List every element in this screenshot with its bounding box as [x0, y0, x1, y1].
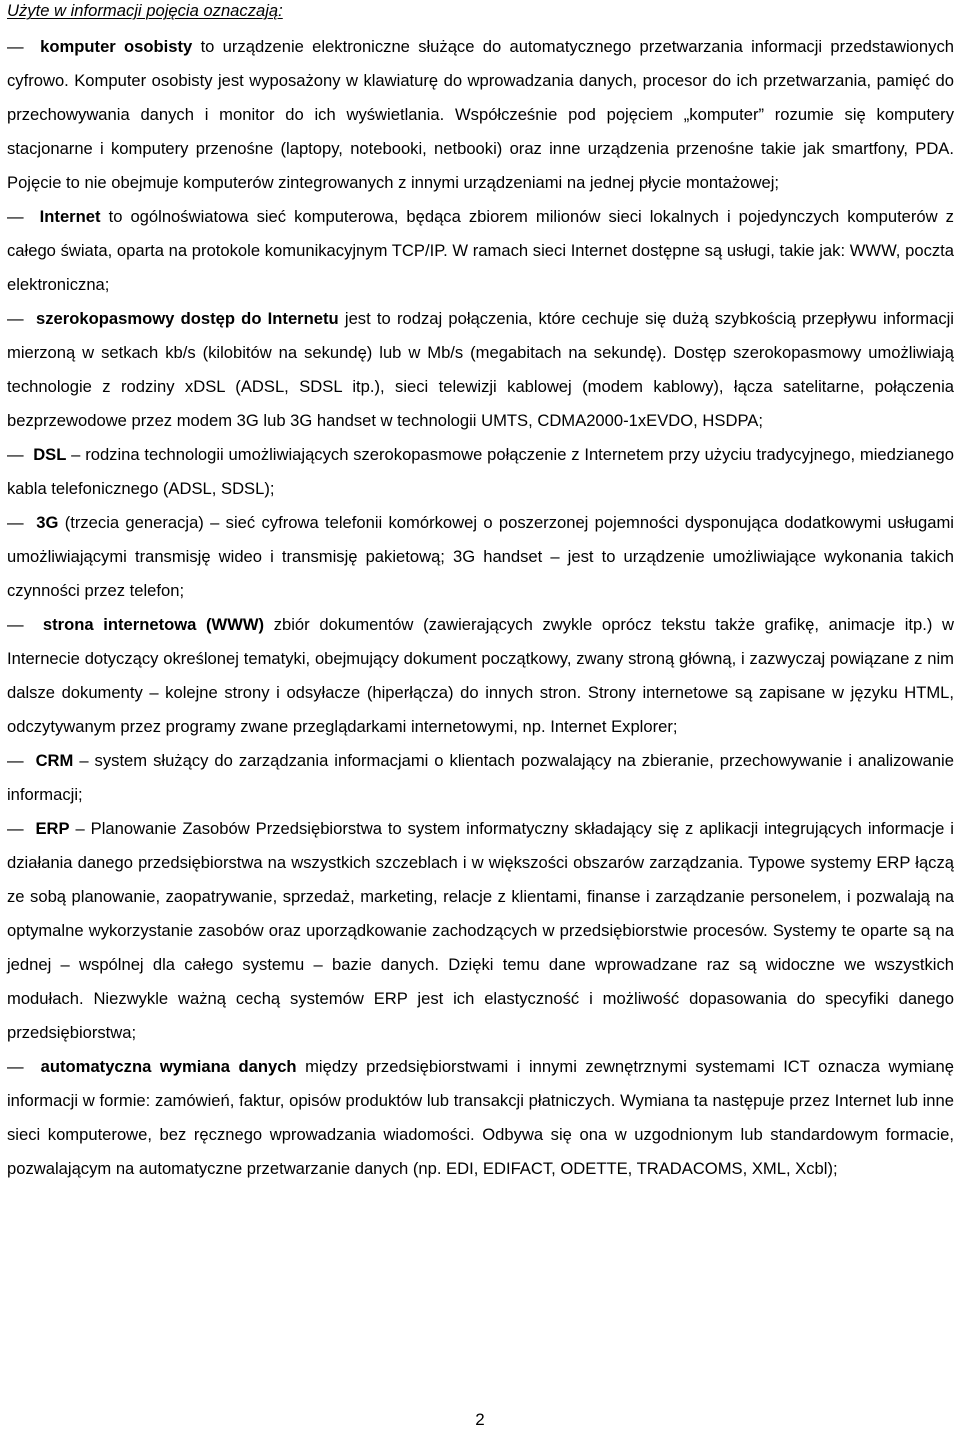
entry-text: między przedsiębiorstwami i innymi zewnętrznymi systemami ICT oznacza wymianę informacji w formie: zamówień, faktur, opisów produktów lub transakcji płatniczych. Wymiana ta następuje przez Internet lub inne sieci komputerowe, bez ręcznego wprowadzania wiadomości. Odbywa się ona w uzgodnionym lub standardowym formacie, pozwalającym na automatyczne przetwarzanie danych (np. EDI, EDIFACT, ODETTE, TRADACOMS, XML, Xcbl);: [7, 1057, 954, 1178]
entry-text: – Planowanie Zasobów Przedsiębiorstwa to system informatyczny składający się z aplikacji integrujących informacje i działania danego przedsiębiorstwa na wszystkich szczeblach i w większości obszarów zarządzania. Typowe systemy ERP łączą ze sobą planowanie, zaopatrywanie, sprzedaż, marketing, relacje z klientami, finanse i zarządzanie personelem, i pozwalają na optymalne wykorzystanie zasobów oraz uporządkowanie zachodzących w przedsiębiorstwie procesów. Systemy te oparte są na jednej – wspólnej dla całego systemu – bazie danych. Dzięki temu dane wprowadzane raz są widoczne we wszystkich modułach. Niezwykle ważną cechą systemów ERP jest ich elastyczność i możliwość dopasowania do specyfiki danego przedsiębiorstwa;: [7, 819, 954, 1042]
definition-automatyczna-wymiana-danych: [7, 1050, 954, 1186]
entry-term: 3G: [36, 513, 59, 532]
entry-text: – rodzina technologii umożliwiających szerokopasmowe połączenie z Internetem przy użyciu tradycyjnego, miedzianego kabla telefonicznego (ADSL, SDSL);: [7, 445, 954, 498]
entry-term: automatyczna wymiana danych: [40, 1057, 297, 1076]
page-number: 2: [475, 1410, 485, 1429]
entry-term: DSL: [33, 445, 67, 464]
definition-internet: [7, 200, 954, 302]
entry-dash: —: [7, 207, 24, 226]
document-page: [7, 0, 954, 1186]
entry-text: zbiór dokumentów (zawierających zwykle oprócz tekstu także grafikę, animacje itp.) w Internecie dotyczący określonej tematyki, obejmujący dokument początkowy, zwany stroną główną, i zazwyczaj powiązane z nim dalsze dokumenty – kolejne strony i odsyłacze (hiperłącza) do innych stron. Strony internetowe są zapisane w języku HTML, odczytywanym przez programy zwane przeglądarkami internetowymi, np. Internet Explorer;: [7, 615, 954, 736]
entry-term: Internet: [39, 207, 101, 226]
definition-erp: [7, 812, 954, 1050]
entry-text: – system służący do zarządzania informacjami o klientach pozwalający na zbieranie, przechowywanie i analizowanie informacji;: [7, 751, 954, 804]
definition-crm: [7, 744, 954, 812]
definition-dsl: [7, 438, 954, 506]
entry-dash: —: [7, 513, 24, 532]
entry-text: jest to rodzaj połączenia, które cechuje się dużą szybkością przepływu informacji mierzoną w setkach kb/s (kilobitów na sekundę) lub w Mb/s (megabitach na sekundę). Dostęp szerokopasmowy umożliwiają technologie z rodziny xDSL (ADSL, SDSL itp.), sieci telewizji kablowej (modem kablowy), łącza satelitarne, połączenia bezprzewodowe przez modem 3G lub 3G handset w technologii UMTS, CDMA2000-1xEVDO, HSDPA;: [7, 309, 954, 430]
entry-dash: —: [7, 615, 24, 634]
entry-term: komputer osobisty: [40, 37, 193, 56]
entry-dash: —: [7, 445, 24, 464]
entry-dash: —: [7, 309, 24, 328]
entry-dash: —: [7, 1057, 24, 1076]
entry-term: szerokopasmowy dostęp do Internetu: [36, 309, 339, 328]
intro-heading: Użyte w informacji pojęcia oznaczają:: [7, 1, 283, 20]
entry-text: to urządzenie elektroniczne służące do automatycznego przetwarzania informacji przedstawionych cyfrowo. Komputer osobisty jest wyposażony w klawiaturę do wprowadzania danych, procesor do ich przetwarzania, pamięć do przechowywania danych i monitor do ich wyświetlania. Współcześnie pod pojęciem „komputer” rozumie się komputery stacjonarne i komputery przenośne (laptopy, notebooki, netbooki) oraz inne urządzenia przenośne takie jak smartfony, PDA. Pojęcie to nie obejmuje komputerów zintegrowanych z innymi urządzeniami na jednej płycie montażowej;: [7, 37, 954, 192]
definition-komputer-osobisty: [7, 30, 954, 200]
entry-text: (trzecia generacja) – sieć cyfrowa telefonii komórkowej o poszerzonej pojemności dysponująca dodatkowymi usługami umożliwiającymi transmisję wideo i transmisję pakietową; 3G handset – jest to urządzenie umożliwiające wykonania takich czynności przez telefon;: [7, 513, 954, 600]
entry-term: CRM: [35, 751, 74, 770]
entry-term: strona internetowa (WWW): [42, 615, 265, 634]
definition-3g: [7, 506, 954, 608]
entry-term: ERP: [35, 819, 70, 838]
definition-strona-internetowa: [7, 608, 954, 744]
entry-text: to ogólnoświatowa sieć komputerowa, będąca zbiorem milionów sieci lokalnych i pojedynczych komputerów z całego świata, oparta na protokole komunikacyjnym TCP/IP. W ramach sieci Internet dostępne są usługi, takie jak: WWW, poczta elektroniczna;: [7, 207, 954, 294]
entry-dash: —: [7, 819, 24, 838]
entry-dash: —: [7, 37, 24, 56]
definition-szerokopasmowy-dostep: [7, 302, 954, 438]
entry-dash: —: [7, 751, 24, 770]
